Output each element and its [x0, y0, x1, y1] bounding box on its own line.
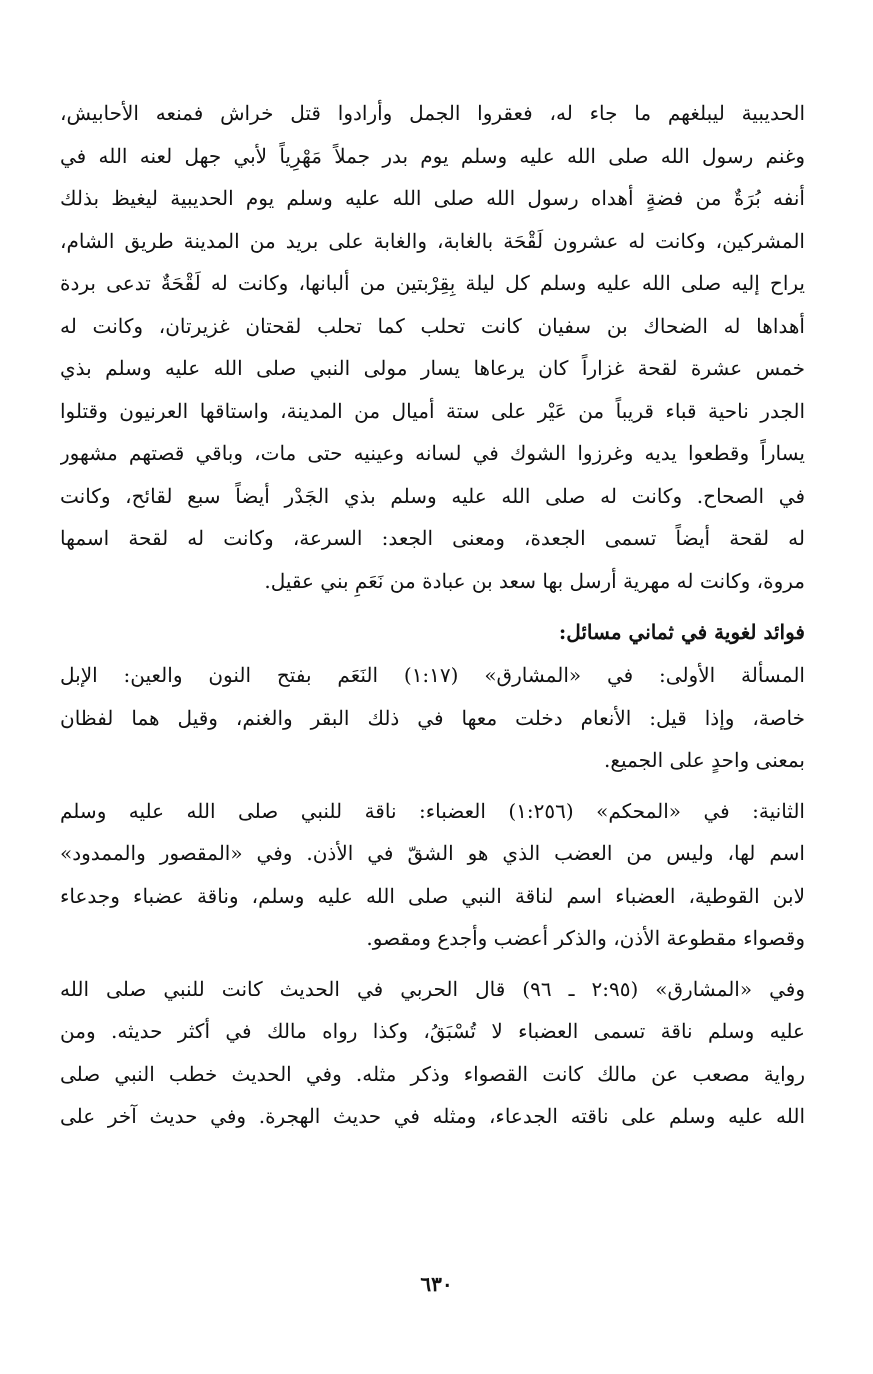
text-line: خمس عشرة لقحة غزاراً كان يرعاها يسار مولى النبي صلى الله عليه وسلم بذي: [60, 356, 805, 380]
text-line: الحديبية ليبلغهم ما جاء له، فعقروا الجمل وأرادوا قتل خراش فمنعه الأحابيش،: [60, 101, 805, 125]
text-line: أنفه بُرَةٌ من فضةٍ أهداه رسول الله صلى الله عليه وسلم يوم الحديبية ليغيظ بذلك: [60, 186, 805, 210]
text-line: وقصواء مقطوعة الأذن، والذكر أعضب وأجدع ومقصو.: [366, 926, 805, 950]
text-line: لابن القوطية، العضباء اسم لناقة النبي صلى الله عليه وسلم، وناقة عضباء وجدعاء: [60, 883, 805, 908]
text-line: وفي «المشارق» (٢:٩٥ ـ ٩٦) قال الحربي في الحديث كانت للنبي صلى الله: [60, 976, 805, 1001]
paragraph-camels: [60, 92, 805, 602]
text-line: وغنم رسول الله صلى الله عليه وسلم يوم بدر جملاً مَهْرِياً لأبي جهل لعنه الله في: [60, 143, 805, 168]
paragraph-question-1: [60, 654, 805, 782]
text-line: عليه وسلم ناقة تسمى العضباء لا تُسْبَقُ، وكذا رواه مالك في أكثر حديثه. ومن: [60, 1019, 805, 1043]
text-line: اسم لها، وليس من العضب الذي هو الشقّ في الأذن. وفي «المقصور والممدود»: [60, 841, 805, 865]
text-line: مروة، وكانت له مهرية أرسل بها سعد بن عبادة من نَعَمِ بني عقيل.: [264, 568, 805, 593]
paragraph-question-2: [60, 790, 805, 960]
section-heading: فوائد لغوية في ثماني مسائل:: [558, 620, 805, 644]
page-number: ٦٣٠: [420, 1272, 453, 1296]
text-line: خاصة، وإذا قيل: الأنعام دخلت معها في ذلك البقر والغنم، وقيل هما لفظان: [60, 705, 805, 730]
text-line: المسألة الأولى: في «المشارق» (١:١٧) النَعَم بفتح النون والعين: الإبل: [60, 663, 805, 687]
body-text: [60, 92, 805, 1138]
text-line: الثانية: في «المحكم» (١:٢٥٦) العضباء: ناقة للنبي صلى الله عليه وسلم: [60, 798, 805, 823]
text-line: المشركين، وكانت له عشرون لَقْحَة بالغابة، والغابة على بريد من المدينة طريق الشام،: [60, 228, 805, 253]
text-line: يساراً وقطعوا يديه وغرزوا الشوك في لسانه وعينيه حتى مات، وباقي قصتهم مشهور: [60, 441, 805, 465]
text-line: في الصحاح. وكانت له صلى الله عليه وسلم بذي الجَدْر أيضاً سبع لقائح، وكانت: [60, 483, 805, 508]
text-line: له لقحة أيضاً تسمى الجعدة، ومعنى الجعد: السرعة، وكانت له لقحة اسمها: [60, 526, 805, 550]
text-line: يراح إليه صلى الله عليه وسلم كل ليلة بِقِرْبتين من ألبانها، وكانت له لَقْحَةٌ تدعى بردة: [60, 271, 805, 295]
text-line: بمعنى واحدٍ على الجميع.: [603, 748, 805, 772]
text-line: رواية مصعب عن مالك كانت القصواء وذكر مثله. وفي الحديث خطب النبي صلى: [60, 1061, 805, 1086]
paragraph-mashariq: [60, 968, 805, 1138]
text-line: الله عليه وسلم على ناقته الجدعاء، ومثله في حديث الهجرة. وفي حديث آخر على: [60, 1104, 805, 1128]
text-line: الجدر ناحية قباء قريباً من عَيْر على ستة أميال من المدينة، واستاقها العرنيون وقتلوا: [60, 398, 805, 423]
text-line: أهداها له الضحاك بن سفيان كانت تحلب كما تحلب لقحتان غزيرتان، وكانت له: [60, 313, 805, 338]
